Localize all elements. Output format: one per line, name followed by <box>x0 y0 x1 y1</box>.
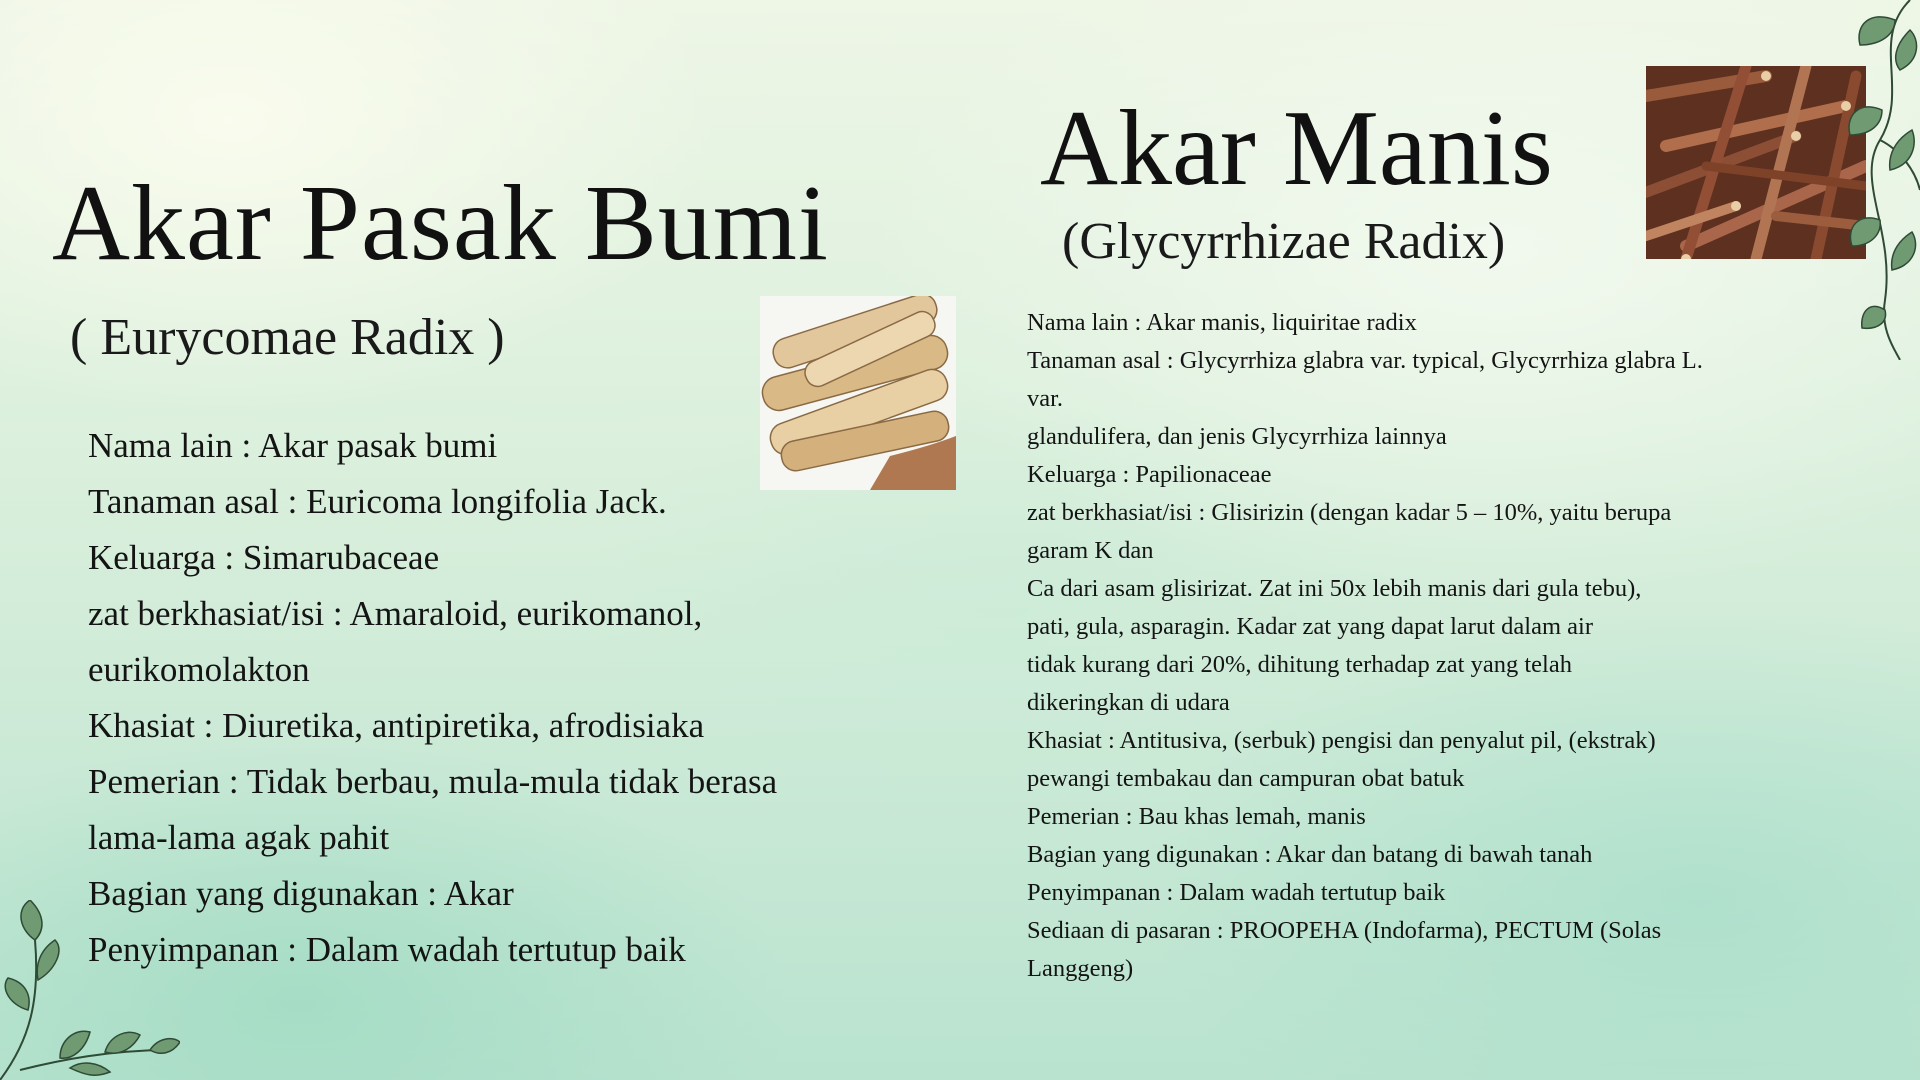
detail-line: Nama lain : Akar pasak bumi <box>88 426 498 465</box>
detail-line: pati, gula, asparagin. Kadar zat yang dapat larut dalam air <box>1027 613 1593 640</box>
title-akar-manis: Akar Manis <box>1040 89 1553 208</box>
detail-line: Pemerian : Bau khas lemah, manis <box>1027 803 1366 830</box>
detail-line: Khasiat : Antitusiva, (serbuk) pengisi dan penyalut pil, (ekstrak) <box>1027 727 1656 754</box>
detail-line: Bagian yang digunakan : Akar <box>88 874 514 913</box>
subtitle-glycyrrhizae-radix: (Glycyrrhizae Radix) <box>1062 213 1506 270</box>
detail-line: pewangi tembakau dan campuran obat batuk <box>1027 765 1465 792</box>
detail-line: glandulifera, dan jenis Glycyrrhiza lainnya <box>1027 423 1447 450</box>
detail-line: Nama lain : Akar manis, liquiritae radix <box>1027 309 1417 336</box>
detail-line: tidak kurang dari 20%, dihitung terhadap zat yang telah <box>1027 651 1572 678</box>
detail-line: Sediaan di pasaran : PROOPEHA (Indofarma), PECTUM (Solas <box>1027 917 1662 944</box>
detail-line: Ca dari asam glisirizat. Zat ini 50x lebih manis dari gula tebu), <box>1027 575 1642 602</box>
detail-line: Keluarga : Simarubaceae <box>88 538 440 577</box>
detail-line: zat berkhasiat/isi : Glisirizin (dengan kadar 5 – 10%, yaitu berupa <box>1027 499 1672 526</box>
detail-line: lama-lama agak pahit <box>88 818 390 857</box>
detail-line: dikeringkan di udara <box>1027 689 1230 716</box>
akar-pasak-bumi-details <box>88 418 888 978</box>
detail-line: eurikomolakton <box>88 650 310 689</box>
detail-line: Langgeng) <box>1027 955 1134 982</box>
detail-line: Khasiat : Diuretika, antipiretika, afrodisiaka <box>88 706 705 745</box>
detail-line: Keluarga : Papilionaceae <box>1027 461 1272 488</box>
licorice-root-photo <box>1646 66 1866 259</box>
detail-line: Bagian yang digunakan : Akar dan batang di bawah tanah <box>1027 841 1593 868</box>
detail-line: Penyimpanan : Dalam wadah tertutup baik <box>88 930 686 969</box>
detail-line: var. <box>1027 385 1064 412</box>
detail-line: Penyimpanan : Dalam wadah tertutup baik <box>1027 879 1446 906</box>
detail-line: Tanaman asal : Euricoma longifolia Jack. <box>88 482 667 521</box>
detail-line: Pemerian : Tidak berbau, mula-mula tidak berasa <box>88 762 778 801</box>
akar-manis-details <box>1027 304 1797 988</box>
detail-line: zat berkhasiat/isi : Amaraloid, eurikomanol, <box>88 594 703 633</box>
subtitle-eurycomae-radix: ( Eurycomae Radix ) <box>70 309 505 366</box>
detail-line: Tanaman asal : Glycyrrhiza glabra var. typical, Glycyrrhiza glabra L. <box>1027 347 1703 374</box>
title-akar-pasak-bumi: Akar Pasak Bumi <box>52 164 829 283</box>
detail-line: garam K dan <box>1027 537 1154 564</box>
